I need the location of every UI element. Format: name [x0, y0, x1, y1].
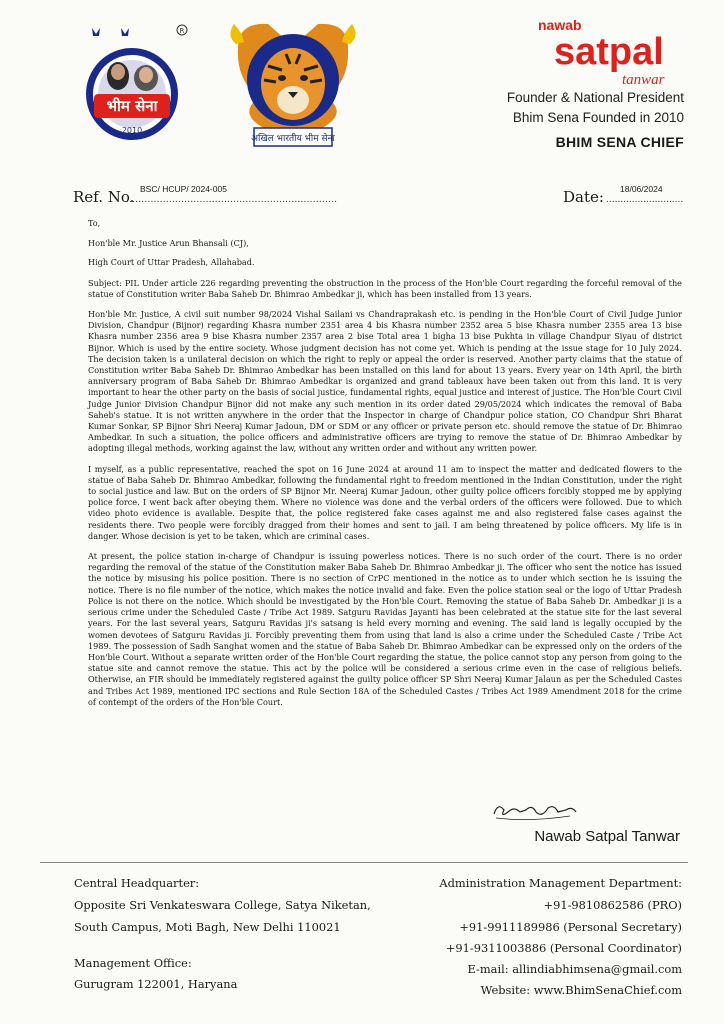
- hq-address-line-1: Opposite Sri Venkateswara College, Satya Niketan,: [74, 898, 371, 912]
- salutation: To,: [88, 218, 101, 228]
- signatory-name: Nawab Satpal Tanwar: [534, 828, 680, 845]
- bhim-sena-chief-title: BHIM SENA CHIEF: [555, 134, 684, 150]
- akhil-bharatiya-bhim-sena-logo: [228, 18, 358, 158]
- brand-bottom-text: tanwar: [622, 72, 665, 88]
- ref-no-value: BSC/ HCUP/ 2024-005: [140, 184, 227, 194]
- phone-pro: +91-9810862586 (PRO): [543, 898, 682, 912]
- date-value: 18/06/2024: [620, 184, 663, 194]
- handwritten-signature: [490, 800, 580, 824]
- footer-divider: [40, 862, 688, 863]
- website-link[interactable]: Website: www.BhimSenaChief.com: [480, 983, 682, 997]
- paragraph-3: At present, the police station in-charge of Chandpur is issuing powerless notices. There is no such order of the court. There is no order regarding the removal of the statue of the Constitution maker Baba Saheb Dr. Bhimrao Ambedkar ji. The officer who sent the notice has issued the notice by misusing his police position. There is no section of CrPC mentioned in the notice as to under which section he is issuing the notice. There is no file number of the notice, which makes the notice invalid and fake. Even the police station seal or the logo of Uttar Pradesh Police is not there on the notice. Which should be investigated by the Hon'ble Court. Removing the statue of Baba Saheb Dr. Ambedkar ji is a serious crime under the Scheduled Caste / Tribe Act 1989. Satguru Ravidas Jayanti has been celebrated at the statue site for the last several years. For the last several years, Satguru Ravidas ji's satsang is held every morning and evening. The said land is legally occupied by the women devotees of Satguru Ravidas ji. Forcibly preventing them from using that land is also a crime under the Scheduled Caste / Tribe Act 1989. The possession of Sadh Sanghat women and the statue of Baba Saheb Dr. Bhimrao Ambedkar can be expressed only on the orders of the Hon'ble Court. Without a separate written order of the Hon'ble Court regarding the statue, the police cannot stop any person from going to the statue site and cannot remove the statue. This act by the police will be considered a serious crime even in the case of religious beliefs. Otherwise, an FIR should be immediately registered against the guilty police officer SP Shri Neeraj Kumar Jalaun as per the Scheduled Castes and Tribes Act 1989, mentioned IPC sections and Rule Section 18A of the Scheduled Castes / Tribes Act 1989 Amendment 2018 for the crime of contempt of the orders of the Hon'ble Court.: [88, 551, 682, 707]
- phone-personal-secretary: +91-9911189986 (Personal Secretary): [459, 920, 682, 934]
- management-office-address: Gurugram 122001, Haryana: [74, 977, 238, 991]
- bhim-sena-logo-text: भीम सेना: [106, 97, 158, 115]
- addressee: Hon'ble Mr. Justice Arun Bhansali (CJ),: [88, 238, 249, 249]
- brand-top-text: nawab: [538, 17, 582, 33]
- hq-address-line-2: South Campus, Moti Bagh, New Delhi 110021: [74, 920, 341, 934]
- phone-personal-coordinator: +91-9311003886 (Personal Coordinator): [445, 941, 682, 955]
- brand-main-text: satpal: [554, 31, 664, 73]
- nawab-satpal-tanwar-brand-logo: [526, 12, 686, 90]
- svg-text:R: R: [179, 27, 185, 35]
- bhim-sena-logo: [74, 20, 194, 145]
- letter-body: [88, 218, 682, 717]
- bhim-sena-logo-year: 2010: [121, 126, 143, 135]
- hq-label: Central Headquarter:: [74, 876, 200, 890]
- paragraph-1: Hon'ble Mr. Justice, A civil suit number 98/2024 Vishal Sailani vs Chandraprakash etc. is pending in the Hon'ble Court of Civil Judge Junior Division, Chandpur (Bijnor) regarding Khasra number 2351 area 4 bis Khasra number 2352 area 5 bise Khasra number 2355 area 13 bise Khasra number 2356 area 9 bise Khasra number 2357 area 2 bise Total area 1 bigha 13 bise Pukhta in village Chandpur Siyau of district Bijnor. Which is used by the entire society. Whose judgment decision has not come yet. Which is pending at the issue stage for 10 July 2024. The decision taken is a unilateral decision on which the right to reply or appeal the order is reserved. Another party claims that the statue of Constitution writer Baba Saheb Dr. Bhimrao Ambedkar has been installed on this land for about 13 years. Every year on 14th April, the birth anniversary program of Baba Saheb Dr. Bhimrao Ambedkar is organized and grand tableaux have been taken out from this land. It is very important to hear the other party on the basis of social justice, fundamental rights, equal justice and interest of justice. The Hon'ble Court Civil Judge Junior Division Chandpur Bijnor did not make any such mention in its order dated 29/05/2024 which indicates the removal of Baba Saheb's statue. It is not written anywhere in the order that the Inspector in charge of Chandpur police station, CO Chandpur Shri Bharat Kumar Sonkar, SP Bijnor Shri Neeraj Kumar Jadoun, DM or SDM or any officer or private person etc. should remove the statue of Dr. Bhimrao Ambedkar. In such a situation, the police officers and administrative officers are trying to remove the statue of Dr. Bhimrao Ambedkar by adopting illegal methods, working against the law, without any written order and without any written power.: [88, 309, 682, 454]
- admin-dept-label: Administration Management Department:: [439, 876, 682, 890]
- tiger-logo-text: अखिल भारतीय भीम सेना: [251, 134, 335, 144]
- email-link[interactable]: E-mail: allindiabhimsena@gmail.com: [467, 962, 682, 976]
- founded-line: Bhim Sena Founded in 2010: [512, 110, 684, 125]
- founder-role: Founder & National President: [506, 90, 684, 105]
- court-name: High Court of Uttar Pradesh, Allahabad.: [88, 257, 255, 268]
- management-office-label: Management Office:: [74, 956, 192, 970]
- date-label: Date:: [563, 188, 604, 206]
- paragraph-2: I myself, as a public representative, reached the spot on 16 June 2024 at around 11 am to inspect the matter and dedicated flowers to the statue of Baba Saheb Dr. Bhimrao Ambedkar, following the fundamental right to freedom mentioned in the Indian Constitution, under the right to social justice and law. But on the orders of SP Bijnor Mr. Neeraj Kumar Jadoun, other guilty police officers forcibly stopped me by applying police force. I went back after obeying them. Where no violence was done and the verbal orders of the officers were followed. Due to which video photo evidence is available. Despite that, the police registered fake cases against me and also registered false cases against the residents there. Two people were forcibly dragged from their homes and sent to jail. I am being threatened by police officers. My life is in danger. Whose decision is yet to be taken, which are criminal cases.: [88, 463, 682, 541]
- ref-no-label: Ref. No.: [73, 188, 135, 206]
- ref-no-dotted-line: .....................................................................: [126, 195, 338, 205]
- subject: Subject: PIL Under article 226 regarding preventing the obstruction in the process of the Hon'ble Court regarding the forceful removal of the statue of Constitution writer Baba Saheb Dr. Bhimrao Ambedkar ji, which has been installed from 13 years.: [88, 277, 682, 299]
- date-dotted-line: ...........................: [606, 195, 684, 205]
